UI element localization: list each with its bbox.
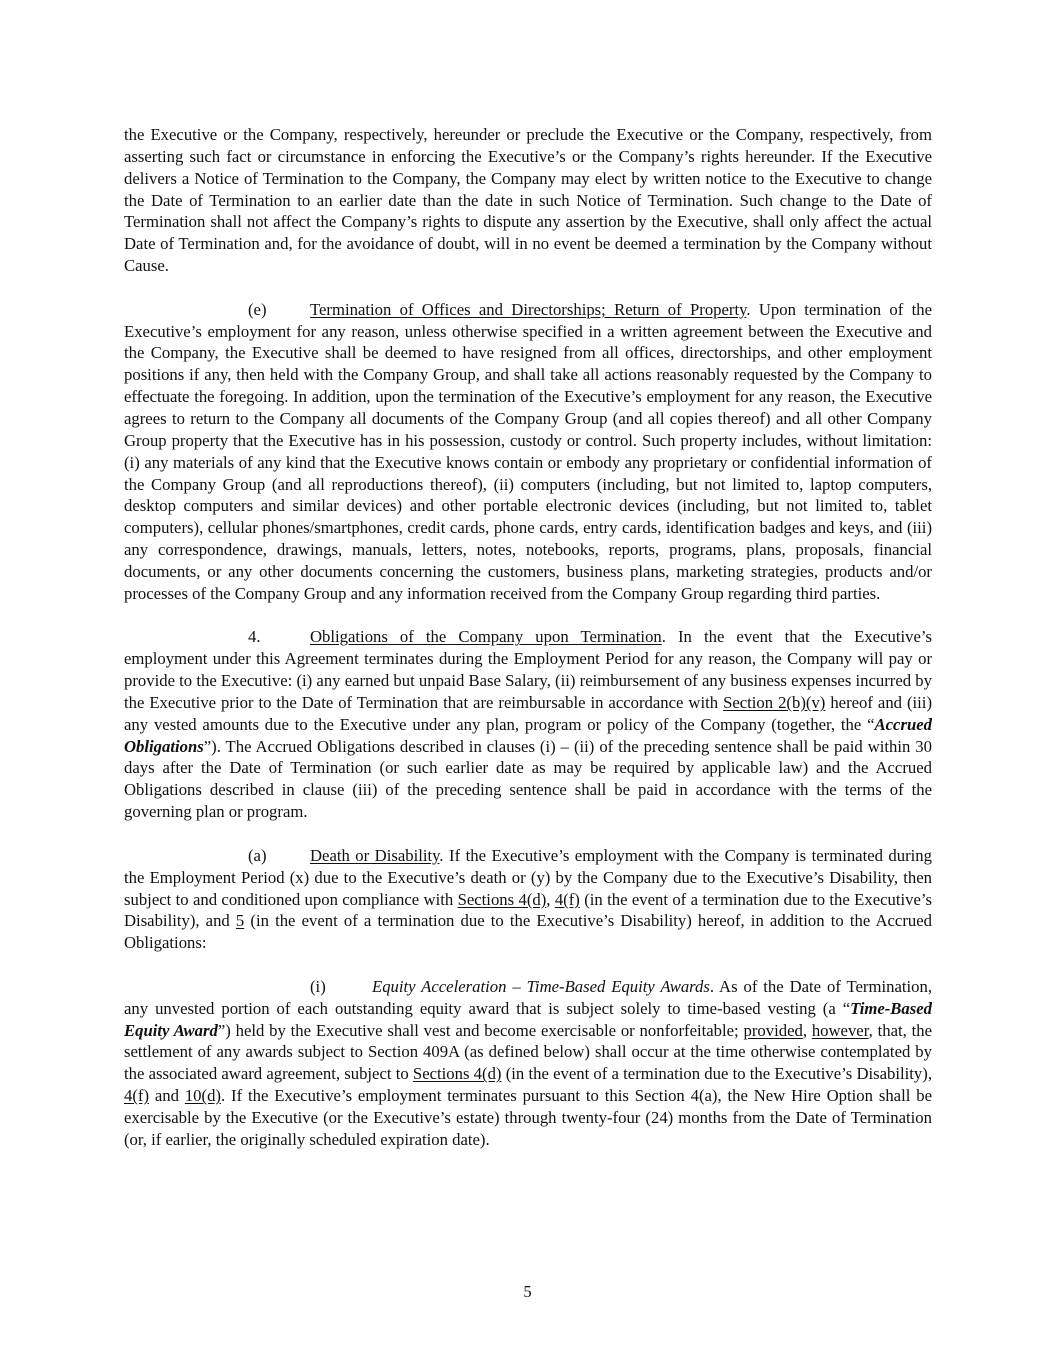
paragraph-3e xyxy=(124,299,932,605)
separator: , xyxy=(802,1020,812,1040)
section-heading: Obligations of the Company upon Termination xyxy=(310,627,662,647)
paragraph-heading: Equity Acceleration – Time-Based Equity Awards xyxy=(372,976,710,996)
paragraph-number: (i) xyxy=(310,976,326,996)
section-reference: Sections 4(d) xyxy=(457,889,547,909)
section-reference: 4(f) xyxy=(124,1086,150,1106)
paragraph-text: . If the Executive’s employment with the Company is terminated during the Employment Period (x) due to the Executive’s death or (y) by the Company due to the Executive’s Disability, then subject to and conditioned upon compliance with xyxy=(124,845,932,909)
section-reference: Section 2(b)(v) xyxy=(723,692,826,712)
paragraph-text: (in the event of a termination due to the Executive’s Disability), and xyxy=(124,889,933,931)
paragraph-text: . If the Executive’s employment terminates pursuant to this Section 4(a), the New Hire Option shall be exercisable by the Executive (or the Executive’s estate) through twenty-four (24) months from the Date of Termination (or, if earlier, the originally scheduled expiration date). xyxy=(124,1086,932,1149)
separator: , xyxy=(546,889,555,909)
section-reference: 10(d) xyxy=(184,1086,221,1106)
page-number: 5 xyxy=(523,1282,532,1301)
paragraph-text: . As of the Date of Termination, any unvested portion of each outstanding equity award that is subject solely to time-based vesting (a “ xyxy=(124,976,932,1018)
section-4 xyxy=(124,626,932,823)
paragraph-4a-i xyxy=(124,976,932,1151)
paragraph-number: (e) xyxy=(248,299,267,319)
paragraph-heading: Death or Disability xyxy=(310,845,440,865)
paragraph-continued xyxy=(124,124,932,277)
paragraph-heading: Termination of Offices and Directorships; Return of Property xyxy=(310,299,747,319)
section-reference: 5 xyxy=(235,911,245,931)
document-body xyxy=(124,124,932,1173)
emphasis-provided: provided xyxy=(743,1020,803,1040)
separator: and xyxy=(149,1086,185,1106)
paragraph-text: ”) held by the Executive shall vest and become exercisable or nonforfeitable; xyxy=(217,1020,744,1040)
paragraph-text: . Upon termination of the Executive’s employment for any reason, unless otherwise specified in a written agreement between the Executive and the Company, the Executive shall be deemed to have resigned from all offices, directorships, and other employment positions if any, then held with the Company Group, and shall take all actions reasonably requested by the Company to effectuate the foregoing. In addition, upon the termination of the Executive’s employment for any reason, the Executive agrees to return to the Company all documents of the Company Group (and all copies thereof) and all other Company Group property that the Executive has in his possession, custody or control. Such property includes, without limitation: (i) any materials of any kind that the Executive knows contain or embody any proprietary or confidential information of the Company Group (and all reproductions thereof), (ii) computers (including, but not limited to, laptop computers, desktop computers and similar devices) and other portable electronic devices (including, but not limited to, tablet computers), cellular phones/smartphones, credit cards, phone cards, entry cards, identification badges and keys, and (iii) any correspondence, drawings, manuals, letters, notes, notebooks, reports, programs, plans, proposals, financial documents, or any other documents concerning the customers, business plans, marketing strategies, products and/or processes of the Company Group and any information received from the Company Group regarding third parties. xyxy=(124,299,932,603)
paragraph-text: . In the event that the Executive’s employment under this Agreement terminates during the Employment Period for any reason, the Company will pay or provide to the Executive: (i) any earned but unpaid Base Salary, (ii) reimbursement of any business expenses incurred by the Executive prior to the Date of Termination that are reimbursable in accordance with xyxy=(124,627,932,712)
defined-term: Accrued Obligations xyxy=(124,714,932,756)
section-reference: 4(f) xyxy=(554,889,580,909)
paragraph-text: ”). The Accrued Obligations described in clauses (i) – (ii) of the preceding sentence shall be paid within 30 days after the Date of Termination (or such earlier date as may be required by applicable law) and the Accrued Obligations described in clause (iii) of the preceding sentence shall be paid in accordance with the terms of the governing plan or program. xyxy=(124,736,932,822)
paragraph-4a xyxy=(124,845,932,954)
defined-term: Time-Based Equity Award xyxy=(124,998,932,1040)
section-reference: Sections 4(d) xyxy=(412,1064,502,1084)
section-number: 4. xyxy=(248,627,261,647)
paragraph-number: (a) xyxy=(248,845,267,865)
paragraph-text: (in the event of a termination due to the Executive’s Disability), xyxy=(501,1064,933,1084)
emphasis-however: however xyxy=(811,1020,869,1040)
paragraph-text: (in the event of a termination due to the Executive’s Disability) hereof, in addition to the Accrued Obligations: xyxy=(124,911,932,953)
paragraph-text: the Executive or the Company, respectively, hereunder or preclude the Executive or the Company, respectively, from asserting such fact or circumstance in enforcing the Executive’s or the Company’s rights hereunder. If the Executive delivers a Notice of Termination to the Company, the Company may elect by written notice to the Executive to change the Date of Termination to an earlier date than the date in such Notice of Termination. Such change to the Date of Termination shall not affect the Company’s rights to dispute any assertion by the Executive, shall only affect the actual Date of Termination and, for the avoidance of doubt, will in no event be deemed a termination by the Company without Cause. xyxy=(124,125,932,276)
paragraph-text: , that, the settlement of any awards subject to Section 409A (as defined below) shall occur at the time otherwise contemplated by the associated award agreement, subject to xyxy=(124,1020,932,1084)
paragraph-text: hereof and (iii) any vested amounts due to the Executive under any plan, program or policy of the Company (together, the “ xyxy=(124,692,932,734)
